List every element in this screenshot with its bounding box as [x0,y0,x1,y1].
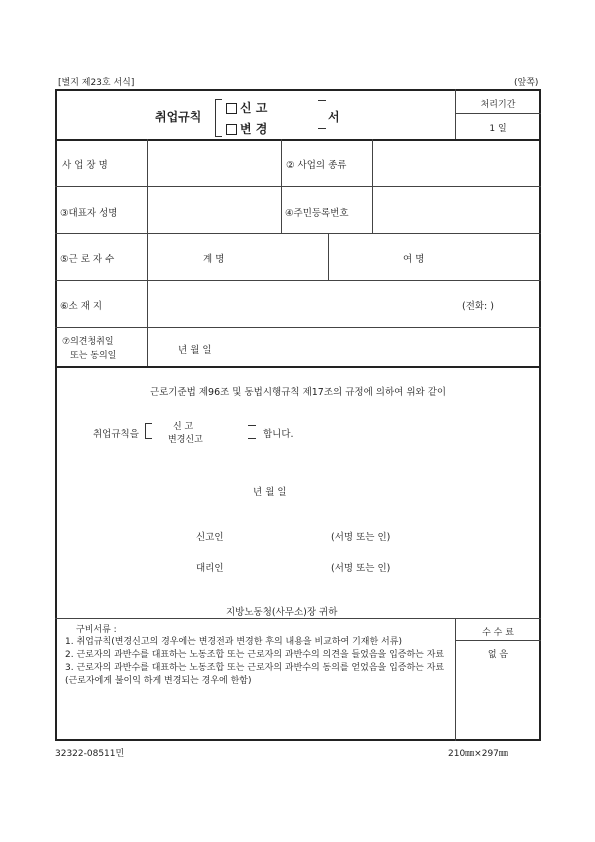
fee-divider [455,640,541,641]
total-workers-field[interactable]: 계 명 [203,254,225,265]
attachment-item: 2. 근로자의 과반수를 대표하는 노동조합 또는 근로자의 과반수의 의견을 들었음을 입증하는 자료 [65,650,445,660]
reporter-signature-field[interactable]: (서명 또는 인) [331,532,391,543]
addressee: 지방노동청(사무소)장 귀하 [226,607,338,618]
worker-split-line [328,233,329,280]
form-title-suffix: 서 [328,110,340,124]
rule-prefix: 취업규칙을 [93,429,139,440]
row-divider [55,280,541,281]
mid-column-line [281,139,282,233]
title-option-change: 변 경 [226,120,267,137]
form-title-prefix: 취업규칙 [155,110,202,124]
form-number: [별지 제23호 서식] [58,78,135,88]
paper-size: 210㎜×297㎜ [448,749,508,759]
title-option-report: 신 고 [226,99,267,116]
row-divider [55,186,541,187]
report-option-change[interactable]: 변경신고 [168,435,203,445]
business-name-label: 사 업 장 명 [62,160,108,171]
report-date-field[interactable]: 년 월 일 [253,487,287,498]
row-divider [55,327,541,328]
checkbox-icon[interactable] [226,124,237,135]
resident-number-label: ④주민등록번호 [285,208,349,219]
opinion-date-field[interactable]: 년 월 일 [178,345,212,356]
attachment-item: 1. 취업규칙(변경신고의 경우에는 변경전과 변경한 후의 내용을 비교하여 기재한 서류) [65,637,402,647]
checkbox-icon[interactable] [226,103,237,114]
bracket-mark [248,438,256,439]
mid-column-line-2 [372,139,373,233]
section-divider [55,366,541,368]
fee-label: 수 수 료 [482,628,514,638]
report-bracket [145,423,152,439]
row-divider [55,233,541,234]
processing-period-value: 1 일 [489,124,507,134]
attachment-item: 3. 근로자의 과반수를 대표하는 노동조합 또는 근로자의 과반수의 동의를 얻었음을 입증하는 자료(근로자에게 불이익 하게 변경되는 경우에 한함) [65,663,445,686]
bracket-mark [248,425,256,426]
processing-period-label: 처리기간 [480,100,516,110]
business-type-label: ② 사업의 종류 [286,160,347,171]
report-option-report[interactable]: 신 고 [173,422,194,432]
reporter-label: 신고인 [196,532,224,543]
form-code: 32322-08511민 [55,749,125,759]
bracket-mark [318,100,326,101]
agent-signature-field[interactable]: (서명 또는 인) [331,563,391,574]
female-workers-field[interactable]: 여 명 [403,254,425,265]
attachments-title: 구비서류 : [76,625,117,635]
rule-suffix: 합니다. [263,429,294,440]
agent-label: 대리인 [196,563,224,574]
workers-label: ⑤근 로 자 수 [60,254,115,265]
attachments-list [65,636,451,688]
period-divider [455,113,541,114]
representative-label: ③대표자 성명 [60,208,118,219]
opinion-date-label: ⑦의견청취일 또는 동의일 [62,337,117,361]
location-label: ⑥소 재 지 [60,301,103,312]
label-column-line [147,139,148,366]
title-bracket [215,99,222,137]
attachments-divider [55,618,541,619]
phone-field[interactable]: (전화: ) [462,301,494,312]
page-side-label: (앞쪽) [514,78,539,88]
fee-value: 없 음 [487,650,509,660]
law-reference-text: 근로기준법 제96조 및 동법시행규칙 제17조의 규정에 의하여 위와 같이 [149,387,447,398]
bracket-mark [318,128,326,129]
title-divider [55,139,541,141]
